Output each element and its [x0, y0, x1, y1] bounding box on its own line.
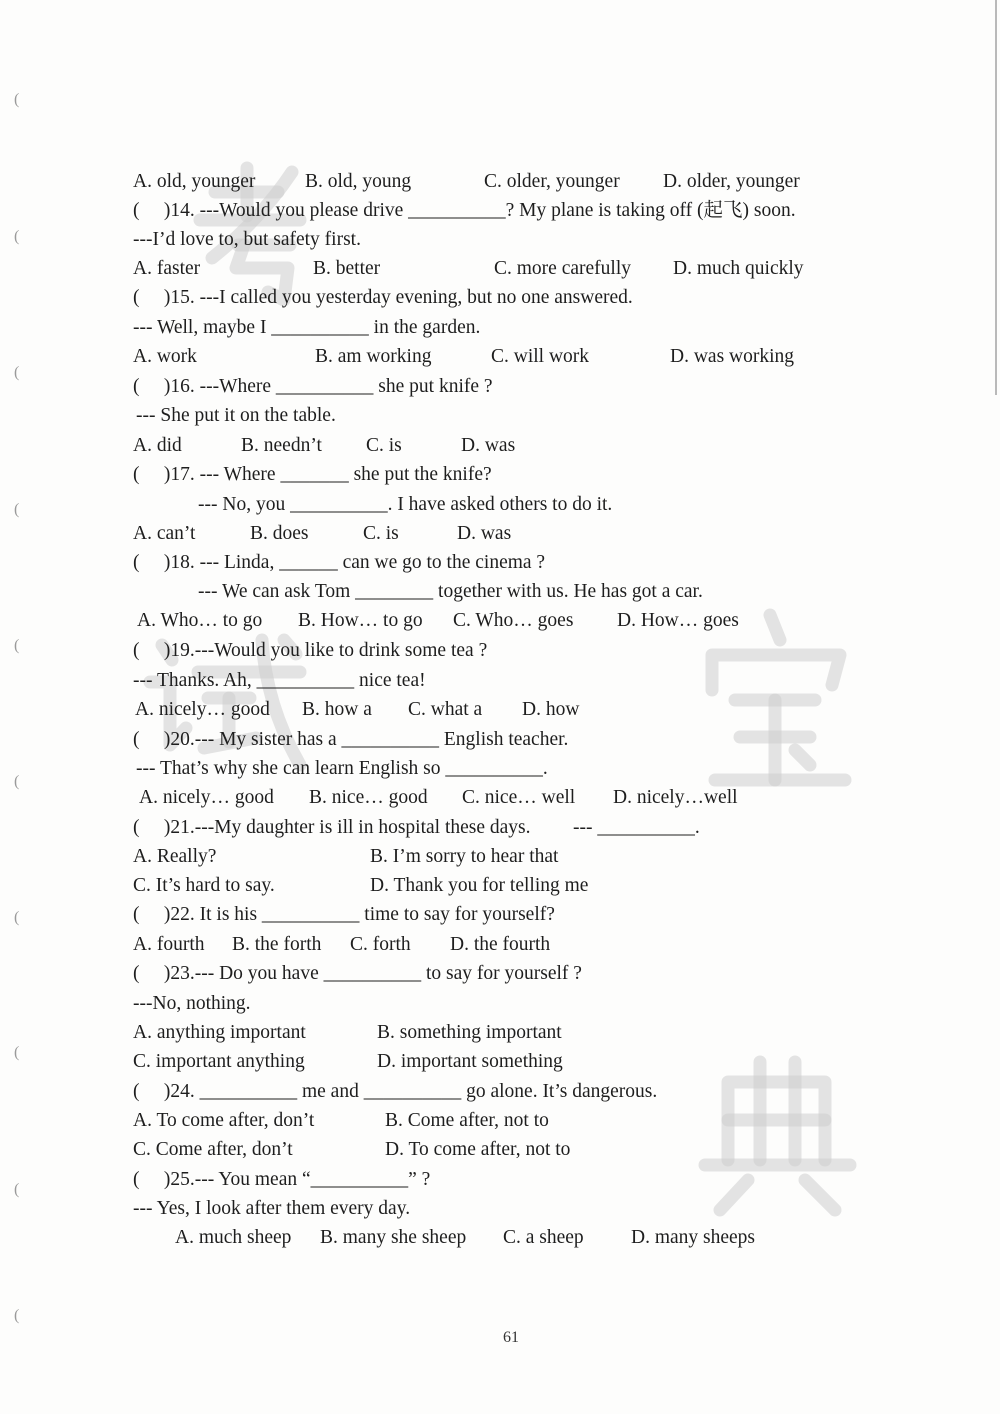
q19-stem: ( )19.---Would you like to drink some tea ? — [133, 640, 488, 661]
q25-option-d: D. many sheeps — [631, 1227, 756, 1248]
q15-reply: --- Well, maybe I __________ in the garden. — [133, 317, 481, 338]
q21-option-d: D. Thank you for telling me — [370, 875, 589, 896]
q14-reply: ---I’d love to, but safety first. — [133, 229, 361, 250]
q16-option-c: C. is — [366, 435, 402, 456]
margin-mark: ( — [14, 364, 20, 381]
q16-stem: ( )16. ---Where __________ she put knife ? — [133, 376, 493, 397]
q21-stem: ( )21.---My daughter is ill in hospital these days. — [133, 817, 531, 838]
q25-option-b: B. many she sheep — [320, 1227, 467, 1248]
q20-option-a: A. nicely… good — [139, 787, 274, 808]
q16-option-d: D. was — [461, 435, 516, 456]
q15-option-a: A. work — [133, 346, 197, 367]
q17-stem: ( )17. --- Where _______ she put the knife? — [133, 464, 492, 485]
scan-edge-line — [995, 0, 997, 395]
q16-option-a: A. did — [133, 435, 182, 456]
q15-option-b: B. am working — [315, 346, 432, 367]
q21-option-b: B. I’m sorry to hear that — [370, 846, 559, 867]
q22-option-a: A. fourth — [133, 934, 205, 955]
margin-mark: ( — [14, 909, 20, 926]
q18-option-b: B. How… to go — [298, 610, 423, 631]
q19-option-d: D. how — [522, 699, 580, 720]
q25-stem: ( )25.--- You mean “__________” ? — [133, 1169, 431, 1190]
q13-option-d: D. older, younger — [663, 171, 800, 192]
q17-option-a: A. can’t — [133, 523, 196, 544]
q14-stem: ( )14. ---Would you please drive __________? My plane is taking off (起飞) soon. — [133, 200, 796, 221]
q18-option-a: A. Who… to go — [137, 610, 263, 631]
q23-option-d: D. important something — [377, 1051, 563, 1072]
margin-mark: ( — [14, 501, 20, 518]
watermark-char-dian — [705, 1062, 850, 1210]
q17-reply: --- No, you __________. I have asked others to do it. — [198, 494, 613, 515]
q17-option-b: B. does — [250, 523, 309, 544]
q24-option-c: C. Come after, don’t — [133, 1139, 293, 1160]
q23-reply: ---No, nothing. — [133, 993, 251, 1014]
q18-option-c: C. Who… goes — [453, 610, 574, 631]
q19-reply: --- Thanks. Ah, __________ nice tea! — [133, 670, 426, 691]
q23-option-b: B. something important — [377, 1022, 562, 1043]
q16-reply: --- She put it on the table. — [136, 405, 336, 426]
q23-option-c: C. important anything — [133, 1051, 305, 1072]
q14-option-d: D. much quickly — [673, 258, 804, 279]
margin-mark: ( — [14, 1181, 20, 1198]
q13-option-a: A. old, younger — [133, 171, 256, 192]
q20-option-b: B. nice… good — [309, 787, 428, 808]
q15-option-d: D. was working — [670, 346, 795, 367]
q22-option-c: C. forth — [350, 934, 411, 955]
q18-reply: --- We can ask Tom ________ together with us. He has got a car. — [198, 581, 703, 602]
q25-option-c: C. a sheep — [503, 1227, 584, 1248]
margin-mark: ( — [14, 228, 20, 245]
q25-option-a: A. much sheep — [175, 1227, 292, 1248]
margin-mark: ( — [14, 773, 20, 790]
margin-mark: ( — [14, 91, 20, 108]
q13-option-b: B. old, young — [305, 171, 412, 192]
q23-option-a: A. anything important — [133, 1022, 306, 1043]
q17-option-c: C. is — [363, 523, 399, 544]
margin-mark: ( — [14, 637, 20, 654]
page-number: 61 — [503, 1329, 519, 1346]
margin-mark: ( — [14, 1044, 20, 1061]
q20-option-c: C. nice… well — [462, 787, 576, 808]
q17-option-d: D. was — [457, 523, 512, 544]
q21-reply: --- __________. — [573, 817, 700, 838]
q20-option-d: D. nicely…well — [613, 787, 738, 808]
q15-option-c: C. will work — [491, 346, 590, 367]
q14-option-b: B. better — [313, 258, 381, 279]
q22-stem: ( )22. It is his __________ time to say for yourself? — [133, 904, 555, 925]
q16-option-b: B. needn’t — [241, 435, 322, 456]
q24-option-d: D. To come after, not to — [385, 1139, 571, 1160]
q21-option-c: C. It’s hard to say. — [133, 875, 275, 896]
q24-stem: ( )24. __________ me and __________ go alone. It’s dangerous. — [133, 1081, 658, 1102]
q22-option-b: B. the forth — [232, 934, 322, 955]
q22-option-d: D. the fourth — [450, 934, 551, 955]
q14-option-c: C. more carefully — [494, 258, 631, 279]
watermark-char-bao — [712, 615, 845, 780]
q19-option-b: B. how a — [302, 699, 372, 720]
q19-option-a: A. nicely… good — [135, 699, 270, 720]
q13-option-c: C. older, younger — [484, 171, 620, 192]
q20-stem: ( )20.--- My sister has a __________ English teacher. — [133, 729, 569, 750]
q15-stem: ( )15. ---I called you yesterday evening, but no one answered. — [133, 287, 633, 308]
q23-stem: ( )23.--- Do you have __________ to say for yourself ? — [133, 963, 582, 984]
q21-option-a: A. Really? — [133, 846, 217, 867]
q24-option-b: B. Come after, not to — [385, 1110, 549, 1131]
margin-mark: ( — [14, 1307, 20, 1324]
q25-reply: --- Yes, I look after them every day. — [133, 1198, 411, 1219]
q18-stem: ( )18. --- Linda, ______ can we go to the cinema ? — [133, 552, 546, 573]
q14-option-a: A. faster — [133, 258, 201, 279]
q20-reply: --- That’s why she can learn English so __________. — [136, 758, 548, 779]
q24-option-a: A. To come after, don’t — [133, 1110, 315, 1131]
q18-option-d: D. How… goes — [617, 610, 739, 631]
q19-option-c: C. what a — [408, 699, 483, 720]
